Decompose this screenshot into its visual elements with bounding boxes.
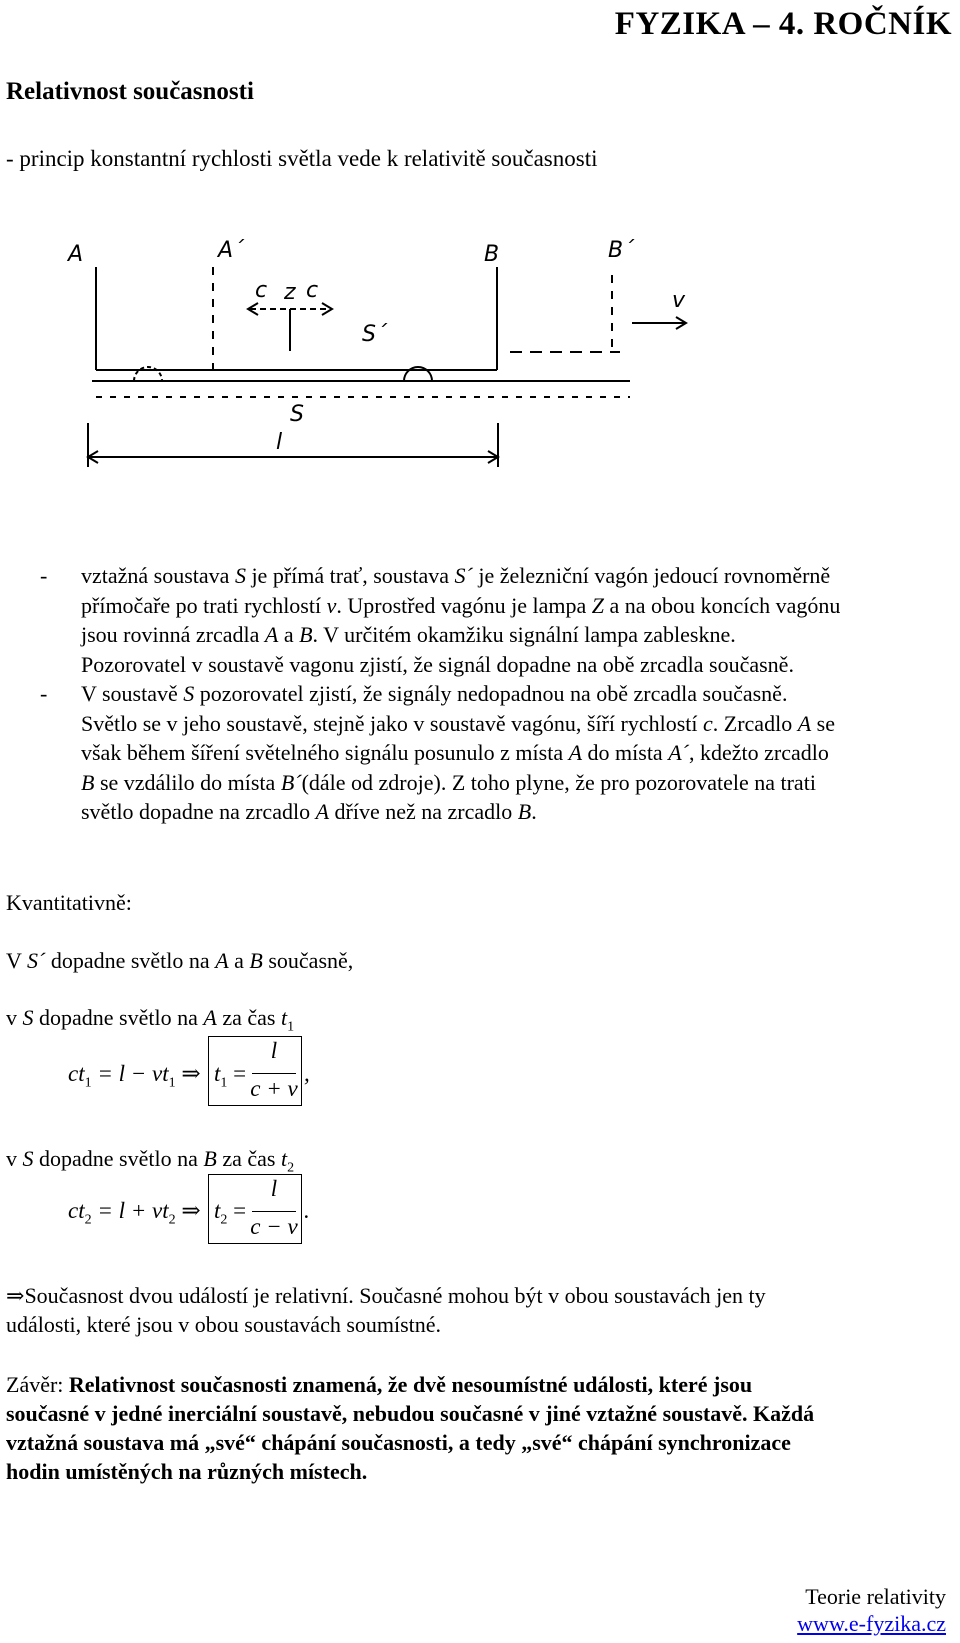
bullet-dash: - <box>40 563 48 588</box>
eq2-t-sub: 2 <box>220 1212 228 1228</box>
label-z: z <box>284 280 296 305</box>
label-l: l <box>276 430 283 455</box>
implies-arrow: ⇒ <box>6 1283 25 1308</box>
italic-symbol: A <box>215 948 229 973</box>
bullet-2 <box>6 679 940 827</box>
label-v: v <box>672 288 686 313</box>
text-line: Pozorovatel v soustavě vagonu zjistí, že signál dopadne na obě zrcadla současně. <box>81 651 794 677</box>
train-diagram <box>0 235 720 495</box>
conclusion-line-3: vztažná soustava má „své“ chápání současnosti, a tedy „své“ chápání synchronizace <box>6 1430 791 1455</box>
italic-symbol: S <box>22 1146 34 1171</box>
eq1-t-sub: 1 <box>220 1075 228 1091</box>
text-line: Světlo se v jeho soustavě, stejně jako v soustavě vagónu, šíří rychlostí c. Zrcadlo A se <box>81 710 835 736</box>
subscript: 1 <box>287 1019 295 1035</box>
eq1-t: t <box>214 1061 221 1086</box>
text-line: světlo dopadne na zrcadlo A dříve než na zrcadlo B. <box>81 799 537 824</box>
conclusion <box>6 1370 956 1486</box>
label-b: B <box>484 242 500 267</box>
italic-symbol: t <box>280 1146 288 1171</box>
bullet-dash: - <box>40 681 48 706</box>
bullet-text <box>81 679 940 827</box>
text-line: však během šíření světelného signálu posunulo z místa A do místa A´, kdežto zrcadlo <box>81 740 829 765</box>
label-s-prime: S´ <box>362 322 387 347</box>
eq2-lhs-sub: 2 <box>84 1212 92 1228</box>
footer-link[interactable]: www.e-fyzika.cz <box>797 1611 946 1636</box>
quant-line-2: v S dopadne světlo na A za čas $t_1$ <box>6 1005 295 1035</box>
italic-symbol: c <box>703 710 713 736</box>
text-line: vztažná soustava S je přímá trať, soustava S´ je železniční vagón jedoucí rovnoměrně <box>81 563 831 588</box>
italic-symbol: B <box>299 622 313 647</box>
intro-text: - princip konstantní rychlosti světla vede k relativitě současnosti <box>6 146 598 171</box>
eq2-end: . <box>304 1198 310 1223</box>
italic-symbol: A <box>203 1005 217 1030</box>
italic-symbol: A <box>315 799 330 824</box>
label-a: A <box>68 242 84 267</box>
conclusion-label: Závěr: <box>6 1372 69 1397</box>
italic-symbol: S´ <box>27 948 46 973</box>
conclusion-line-2: současné v jedné inerciální soustavě, nebudou současné v jiné vztažné soustavě. Každá <box>6 1401 815 1426</box>
eq2-mid: = l + vt <box>97 1198 169 1223</box>
eq1-result: $t_1$ = <box>214 1061 247 1091</box>
eq1-fraction-line <box>252 1073 296 1074</box>
conclusion-line-1: Relativnost současnosti znamená, že dvě nesoumístné události, které jsou <box>68 1372 753 1397</box>
text-line: jsou rovinná zrcadla A a B. V určitém okamžiku signální lampa zableskne. <box>81 622 736 647</box>
eq1-implies: ⇒ <box>181 1061 201 1086</box>
bullet-text <box>81 561 940 679</box>
text-line: B se vzdálilo do místa B´(dále od zdroje). Z toho plyne, že pro pozorovatele na trati <box>81 769 816 795</box>
text-line: přímočaře po trati rychlostí v. Uprostřed vagónu je lampa Z a na obou koncích vagónu <box>81 592 841 618</box>
eq2-t: t <box>214 1198 221 1223</box>
italic-symbol: Z <box>591 592 604 618</box>
italic-symbol: A <box>797 710 812 736</box>
eq2-lhs: ct <box>68 1198 85 1223</box>
eq2-mid-sub: 2 <box>168 1212 176 1228</box>
eq1-mid: = l − vt <box>97 1061 169 1086</box>
italic-symbol: v <box>326 592 337 618</box>
eq2-implies: ⇒ <box>181 1198 201 1223</box>
eq2-result: $t_2$ = <box>214 1198 247 1228</box>
eq2-denominator: c − v <box>250 1214 298 1239</box>
course-header: FYZIKA – 4. ROČNÍK <box>614 6 952 42</box>
result-line-1: Současnost dvou událostí je relativní. Současné mohou být v obou soustavách jen ty <box>24 1283 766 1308</box>
italic-symbol: B <box>203 1146 217 1171</box>
quant-line-1: V S´ dopadne světlo na A a B současně, <box>6 948 354 973</box>
quant-line-3: v S dopadne světlo na B za čas $t_2$ <box>6 1146 295 1176</box>
page-title: Relativnost současnosti <box>6 78 254 105</box>
italic-symbol: A <box>264 622 279 647</box>
italic-symbol: S <box>22 1005 34 1030</box>
eq1-lhs: ct <box>68 1061 85 1086</box>
eq1-lhs-sub: 1 <box>84 1075 92 1091</box>
equation-1 <box>68 1061 201 1092</box>
italic-symbol: S <box>183 681 195 706</box>
label-b-prime: B´ <box>608 238 635 263</box>
result-line-2: události, které jsou v obou soustavách soumístné. <box>6 1312 442 1337</box>
subscript: 2 <box>287 1160 295 1176</box>
result-text <box>6 1281 766 1339</box>
italic-symbol: B´ <box>280 769 302 795</box>
eq2-numerator: l <box>270 1176 278 1201</box>
italic-symbol: S <box>234 563 246 588</box>
eq1-denominator: c + v <box>250 1076 298 1101</box>
conclusion-line-4: hodin umístěných na různých místech. <box>6 1459 368 1484</box>
label-a-prime: A´ <box>218 238 245 263</box>
label-s: S <box>290 402 304 427</box>
italic-symbol: B <box>81 769 95 795</box>
italic-symbol: A <box>568 740 583 765</box>
text-line: V soustavě S pozorovatel zjistí, že signály nedopadnou na obě zrcadla současně. <box>81 681 788 706</box>
italic-symbol: S´ <box>454 563 473 588</box>
italic-symbol: A´ <box>668 740 689 765</box>
equation-2 <box>68 1198 201 1229</box>
italic-symbol: B <box>249 948 263 973</box>
quant-heading: Kvantitativně: <box>6 890 132 915</box>
eq1-end: , <box>304 1061 310 1086</box>
label-c-left: c <box>255 278 268 303</box>
footer-topic: Teorie relativity <box>805 1584 946 1609</box>
eq2-fraction-line <box>252 1211 296 1212</box>
eq1-mid-sub: 1 <box>168 1075 176 1091</box>
italic-symbol: t <box>280 1005 288 1030</box>
bullet-1 <box>6 561 940 679</box>
italic-symbol: B <box>517 799 532 824</box>
eq1-numerator: l <box>270 1038 278 1063</box>
label-c-right: c <box>306 278 319 303</box>
